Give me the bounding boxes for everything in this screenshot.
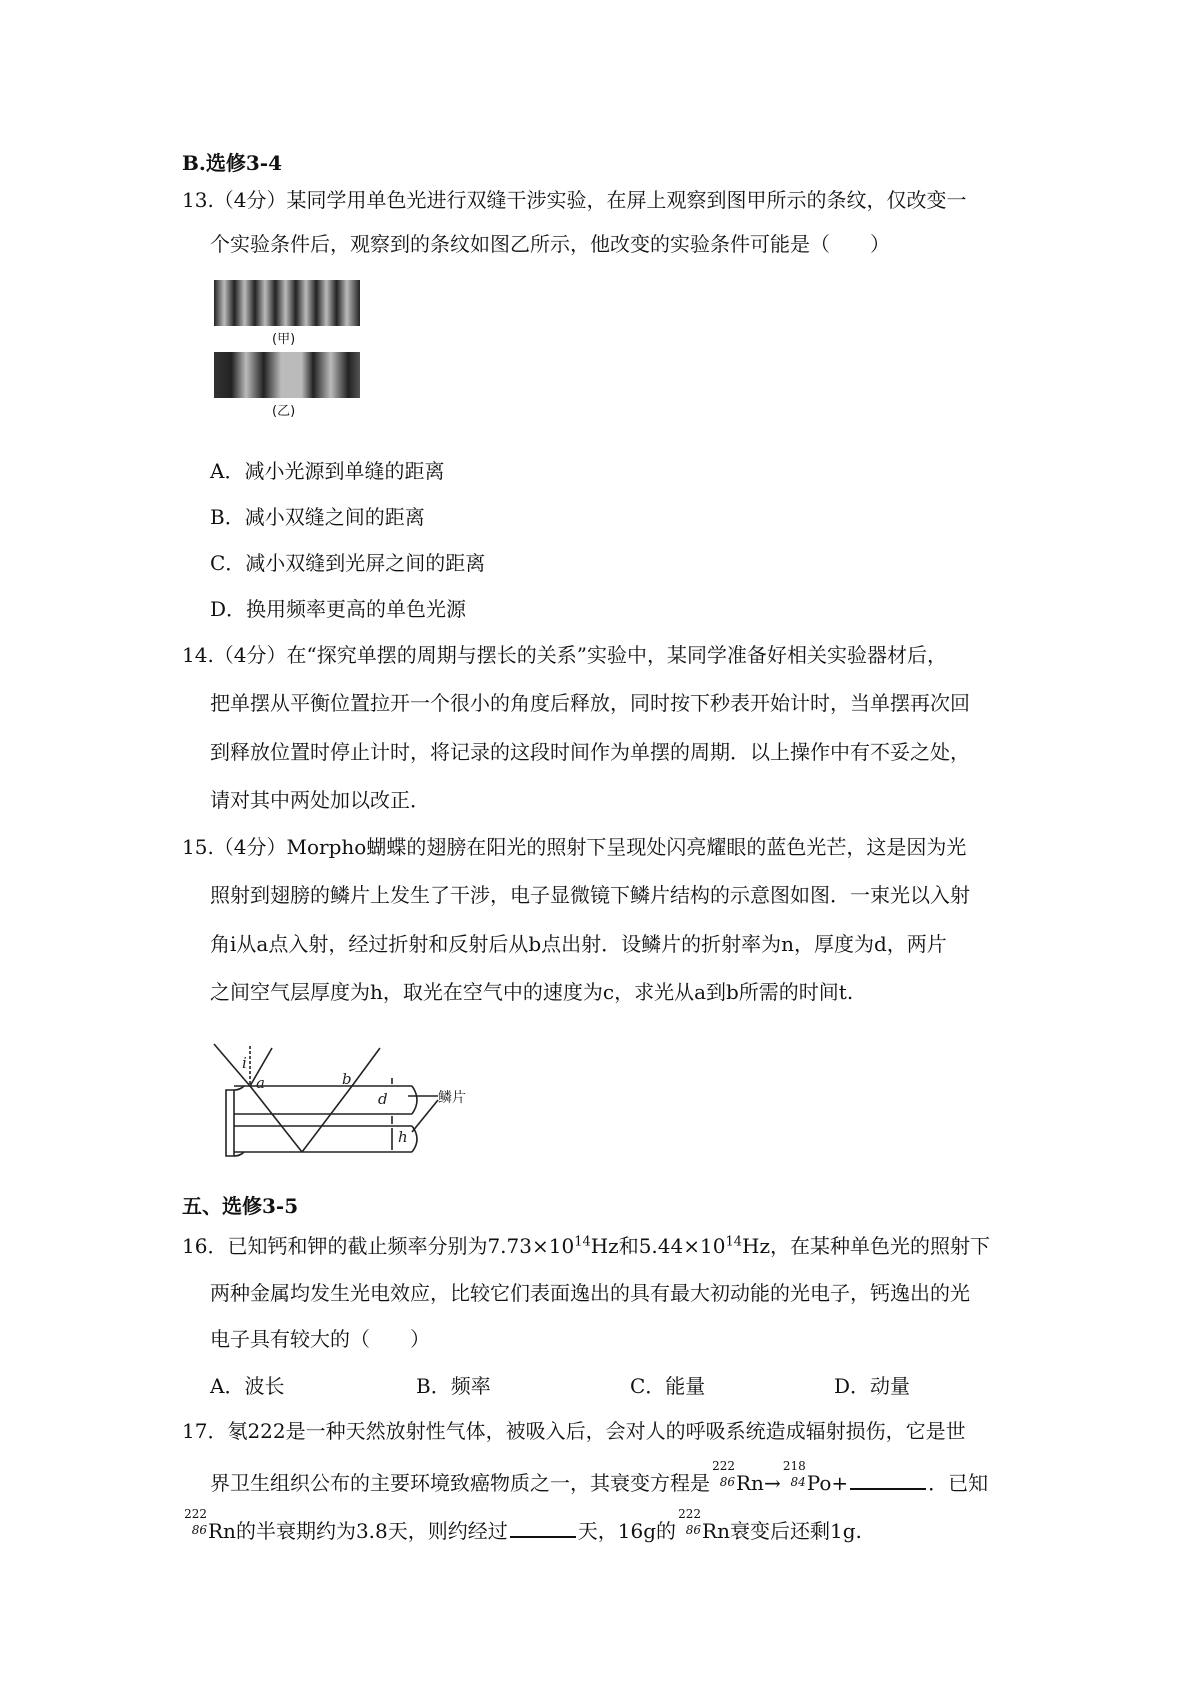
rn-mass: 222 [712, 1459, 735, 1473]
q16-options [210, 1370, 930, 1398]
rn-symbol: Rn [736, 1471, 764, 1495]
rn-mass-2: 222 [184, 1507, 207, 1521]
po-isotope [781, 1459, 807, 1490]
q15-line3: 角i从a点入射，经过折射和反射后从b点出射．设鳞片的折射率为n，厚度为d，两片 [210, 932, 947, 956]
rn-mass-3: 222 [678, 1507, 702, 1521]
q13-line1: 13.（4分）某同学用单色光进行双缝干涉实验，在屏上观察到图甲所示的条纹，仅改变一 [182, 188, 967, 212]
q13-option-b: B．减小双缝之间的距离 [210, 505, 425, 529]
q17-line3-a: 的半衰期约为3.8天，则约经过 [235, 1519, 508, 1543]
q16-option-c: C．能量 [630, 1374, 706, 1398]
rn-symbol-3: Rn [702, 1519, 730, 1543]
q17-line2-b: ．已知 [928, 1471, 989, 1495]
q16-option-b: B．频率 [416, 1374, 491, 1398]
q16-exp1: 14 [574, 1234, 591, 1250]
q15-line4: 之间空气层厚度为h，取光在空气中的速度为c，求光从a到b所需的时间t. [210, 980, 854, 1004]
q15-line2: 照射到翅膀的鳞片上发生了干涉，电子显微镜下鳞片结构的示意图如图．一束光以入射 [210, 883, 970, 907]
q16-exp2: 14 [725, 1234, 742, 1250]
label-b: b [342, 1070, 352, 1088]
scale-diagram-svg [212, 1028, 482, 1163]
label-a: a [256, 1074, 265, 1092]
section-title-3-4: B.选修3-4 [182, 151, 282, 175]
fig-label-b: (乙) [272, 404, 296, 419]
q13-option-c: C．减小双缝到光屏之间的距离 [210, 551, 486, 575]
interference-fringes-figure [212, 278, 364, 418]
q14-line4: 请对其中两处加以改正． [210, 788, 430, 812]
answer-blank-1[interactable] [850, 1470, 926, 1490]
po-symbol: Po+ [806, 1471, 849, 1495]
answer-blank-2[interactable] [510, 1518, 576, 1538]
fringes-svg [212, 278, 364, 418]
q14-line3: 到释放位置时停止计时，将记录的这段时间作为单摆的周期．以上操作中有不妥之处， [210, 740, 970, 764]
rn-isotope-2 [182, 1507, 208, 1538]
butterfly-scale-diagram [212, 1028, 482, 1163]
rn-isotope [710, 1459, 736, 1490]
q16-line3: 电子具有较大的（ ） [210, 1327, 430, 1351]
po-mass: 218 [782, 1459, 806, 1473]
rn-symbol-2: Rn [208, 1519, 236, 1543]
q17-line3-b: 天，16g的 [577, 1519, 677, 1543]
rn-atomic-number: 86 [719, 1475, 735, 1489]
q17-line1: 17．氡222是一种天然放射性气体，被吸入后，会对人的呼吸系统造成辐射损伤，它是世 [182, 1419, 966, 1443]
q17-line3-c: 衰变后还剩1g. [729, 1519, 862, 1543]
q15-line1: 15.（4分）Morpho蝴蝶的翅膀在阳光的照射下呈现处闪亮耀眼的蓝色光芒，这是因为光 [182, 835, 967, 859]
q16-line1 [182, 1232, 990, 1260]
q16-option-d: D．动量 [834, 1374, 911, 1398]
q13-line2: 个实验条件后，观察到的条纹如图乙所示，他改变的实验条件可能是（ ） [210, 232, 890, 256]
label-d: d [378, 1090, 388, 1108]
rn-isotope-3 [676, 1507, 702, 1538]
po-atomic-number: 84 [790, 1475, 806, 1489]
rn-atomic-number-2: 86 [191, 1523, 207, 1537]
q13-option-a: A．减小光源到单缝的距离 [210, 459, 445, 483]
rn-atomic-number-3: 86 [685, 1523, 702, 1537]
q17-line2-a: 界卫生组织公布的主要环境致癌物质之一，其衰变方程是 [210, 1471, 710, 1495]
label-h: h [398, 1128, 408, 1146]
q14-line1: 14.（4分）在“探究单摆的周期与摆长的关系”实验中，某同学准备好相关实验器材后， [182, 643, 947, 667]
q16-line1-a: 16．已知钙和钾的截止频率分别为7.73×10 [182, 1234, 575, 1258]
q16-line2: 两种金属均发生光电效应，比较它们表面逸出的具有最大初动能的光电子，钙逸出的光 [210, 1281, 970, 1305]
q13-option-d: D．换用频率更高的单色光源 [210, 597, 467, 621]
decay-arrow: → [763, 1471, 781, 1495]
q17-line2 [210, 1459, 989, 1497]
q16-option-a: A．波长 [210, 1374, 285, 1398]
label-i: i [242, 1054, 247, 1072]
fig-label-a: (甲) [272, 332, 296, 347]
q16-line1-b: Hz和5.44×10 [590, 1234, 726, 1258]
q16-line1-c: Hz，在某种单色光的照射下 [742, 1234, 990, 1258]
label-scale: 鳞片 [438, 1090, 466, 1106]
section-title-3-5: 五、选修3-5 [182, 1194, 299, 1218]
q17-line3 [182, 1507, 862, 1545]
q14-line2: 把单摆从平衡位置拉开一个很小的角度后释放，同时按下秒表开始计时，当单摆再次回 [210, 691, 970, 715]
